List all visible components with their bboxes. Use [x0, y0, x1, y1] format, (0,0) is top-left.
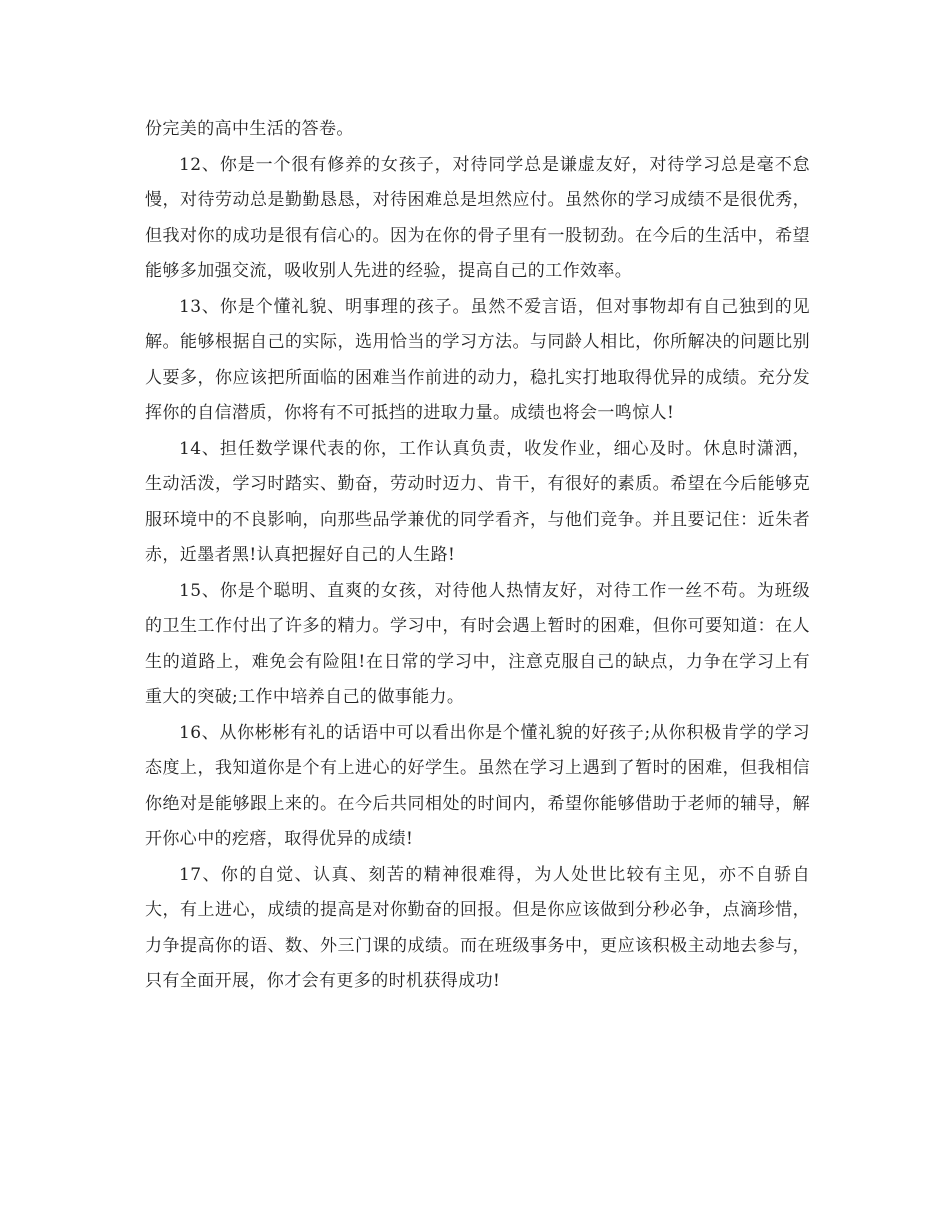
- paragraph-comment-16: 16、从你彬彬有礼的话语中可以看出你是个懂礼貌的好孩子;从你积极肯学的学习态度上，我知道你是个有上进心的好学生。虽然在学习上遇到了暂时的困难，但我相信你绝对是能够跟上来的。在今后共同相处的时间内，希望你能够借助于老师的辅导，解开你心中的疙瘩，取得优异的成绩!: [145, 722, 810, 849]
- paragraph-comment-15: 15、你是个聪明、直爽的女孩，对待他人热情友好，对待工作一丝不苟。为班级的卫生工作付出了许多的精力。学习中，有时会遇上暂时的困难，但你可要知道：在人生的道路上，难免会有险阻!在日常的学习中，注意克服自己的缺点，力争在学习上有重大的突破;工作中培养自己的做事能力。: [145, 580, 810, 707]
- paragraph-comment-14: 14、担任数学课代表的你，工作认真负责，收发作业，细心及时。休息时潇洒，生动活泼，学习时踏实、勤奋，劳动时迈力、肯干，有很好的素质。希望在今后能够克服环境中的不良影响，向那些品学兼优的同学看齐，与他们竞争。并且要记住：近朱者赤，近墨者黑!认真把握好自己的人生路!: [145, 438, 810, 565]
- paragraph-comment-17: 17、你的自觉、认真、刻苦的精神很难得，为人处世比较有主见，亦不自骄自大，有上进心，成绩的提高是对你勤奋的回报。但是你应该做到分秒必争，点滴珍惜，力争提高你的语、数、外三门课的成绩。而在班级事务中，更应该积极主动地去参与，只有全面开展，你才会有更多的时机获得成功!: [145, 864, 810, 991]
- paragraph-continuation: 份完美的高中生活的答卷。: [145, 119, 354, 139]
- document-page: [145, 112, 810, 1000]
- paragraph-comment-13: 13、你是个懂礼貌、明事理的孩子。虽然不爱言语，但对事物却有自己独到的见解。能够根据自己的实际，选用恰当的学习方法。与同龄人相比，你所解决的问题比别人要多，你应该把所面临的困难当作前进的动力，稳扎实打地取得优异的成绩。充分发挥你的自信潜质，你将有不可抵挡的进取力量。成绩也将会一鸣惊人!: [145, 296, 810, 423]
- paragraph-comment-12: 12、你是一个很有修养的女孩子，对待同学总是谦虚友好，对待学习总是毫不怠慢，对待劳动总是勤勤恳恳，对待困难总是坦然应付。虽然你的学习成绩不是很优秀，但我对你的成功是很有信心的。因为在你的骨子里有一股韧劲。在今后的生活中，希望能够多加强交流，吸收别人先进的经验，提高自己的工作效率。: [145, 154, 810, 281]
